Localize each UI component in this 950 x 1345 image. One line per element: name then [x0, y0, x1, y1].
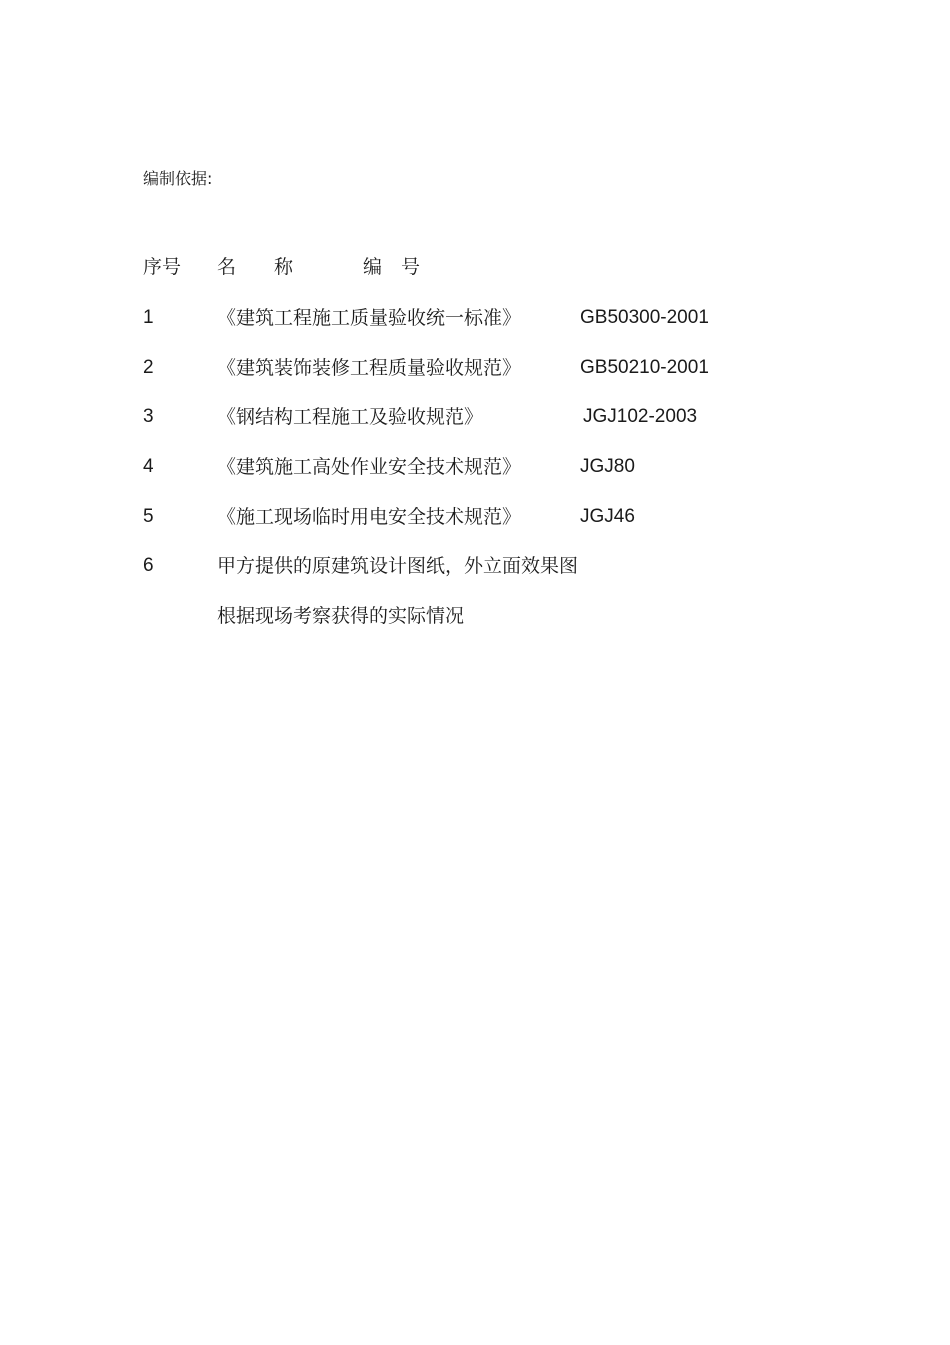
standard-code: JGJ46 — [580, 506, 635, 527]
table-row — [0, 355, 950, 381]
table-row — [0, 603, 950, 629]
standard-name: 《建筑工程施工质量验收统一标准》 — [217, 307, 522, 329]
standard-code: GB50300-2001 — [580, 307, 709, 328]
standard-name: 甲方提供的原建筑设计图纸，外立面效果图 — [217, 555, 579, 577]
table-row — [0, 504, 950, 530]
header-code: 编 号 — [363, 256, 421, 278]
standard-code: GB50210-2001 — [580, 357, 709, 378]
standard-name: 《施工现场临时用电安全技术规范》 — [217, 506, 522, 528]
row-number: 4 — [143, 456, 154, 477]
table-row — [0, 305, 950, 331]
table-row — [0, 404, 950, 430]
row-number: 3 — [143, 406, 154, 427]
standard-code: JGJ80 — [580, 456, 635, 477]
table-row — [0, 553, 950, 579]
header-serial-number: 序号 — [143, 256, 182, 278]
row-number: 6 — [143, 555, 154, 576]
standard-name: 《建筑装饰装修工程质量验收规范》 — [217, 357, 522, 379]
table-header-row — [0, 254, 950, 280]
row-number: 1 — [143, 307, 154, 328]
row-number: 2 — [143, 357, 154, 378]
row-number: 5 — [143, 506, 154, 527]
header-name: 名 称 — [217, 256, 294, 278]
standard-name: 根据现场考察获得的实际情况 — [217, 605, 465, 627]
table-row — [0, 454, 950, 480]
section-heading: 编制依据: — [143, 169, 213, 188]
standard-name: 《建筑施工高处作业安全技术规范》 — [217, 456, 522, 478]
standard-code: JGJ102-2003 — [583, 406, 698, 427]
standard-name: 《钢结构工程施工及验收规范》 — [217, 406, 484, 428]
